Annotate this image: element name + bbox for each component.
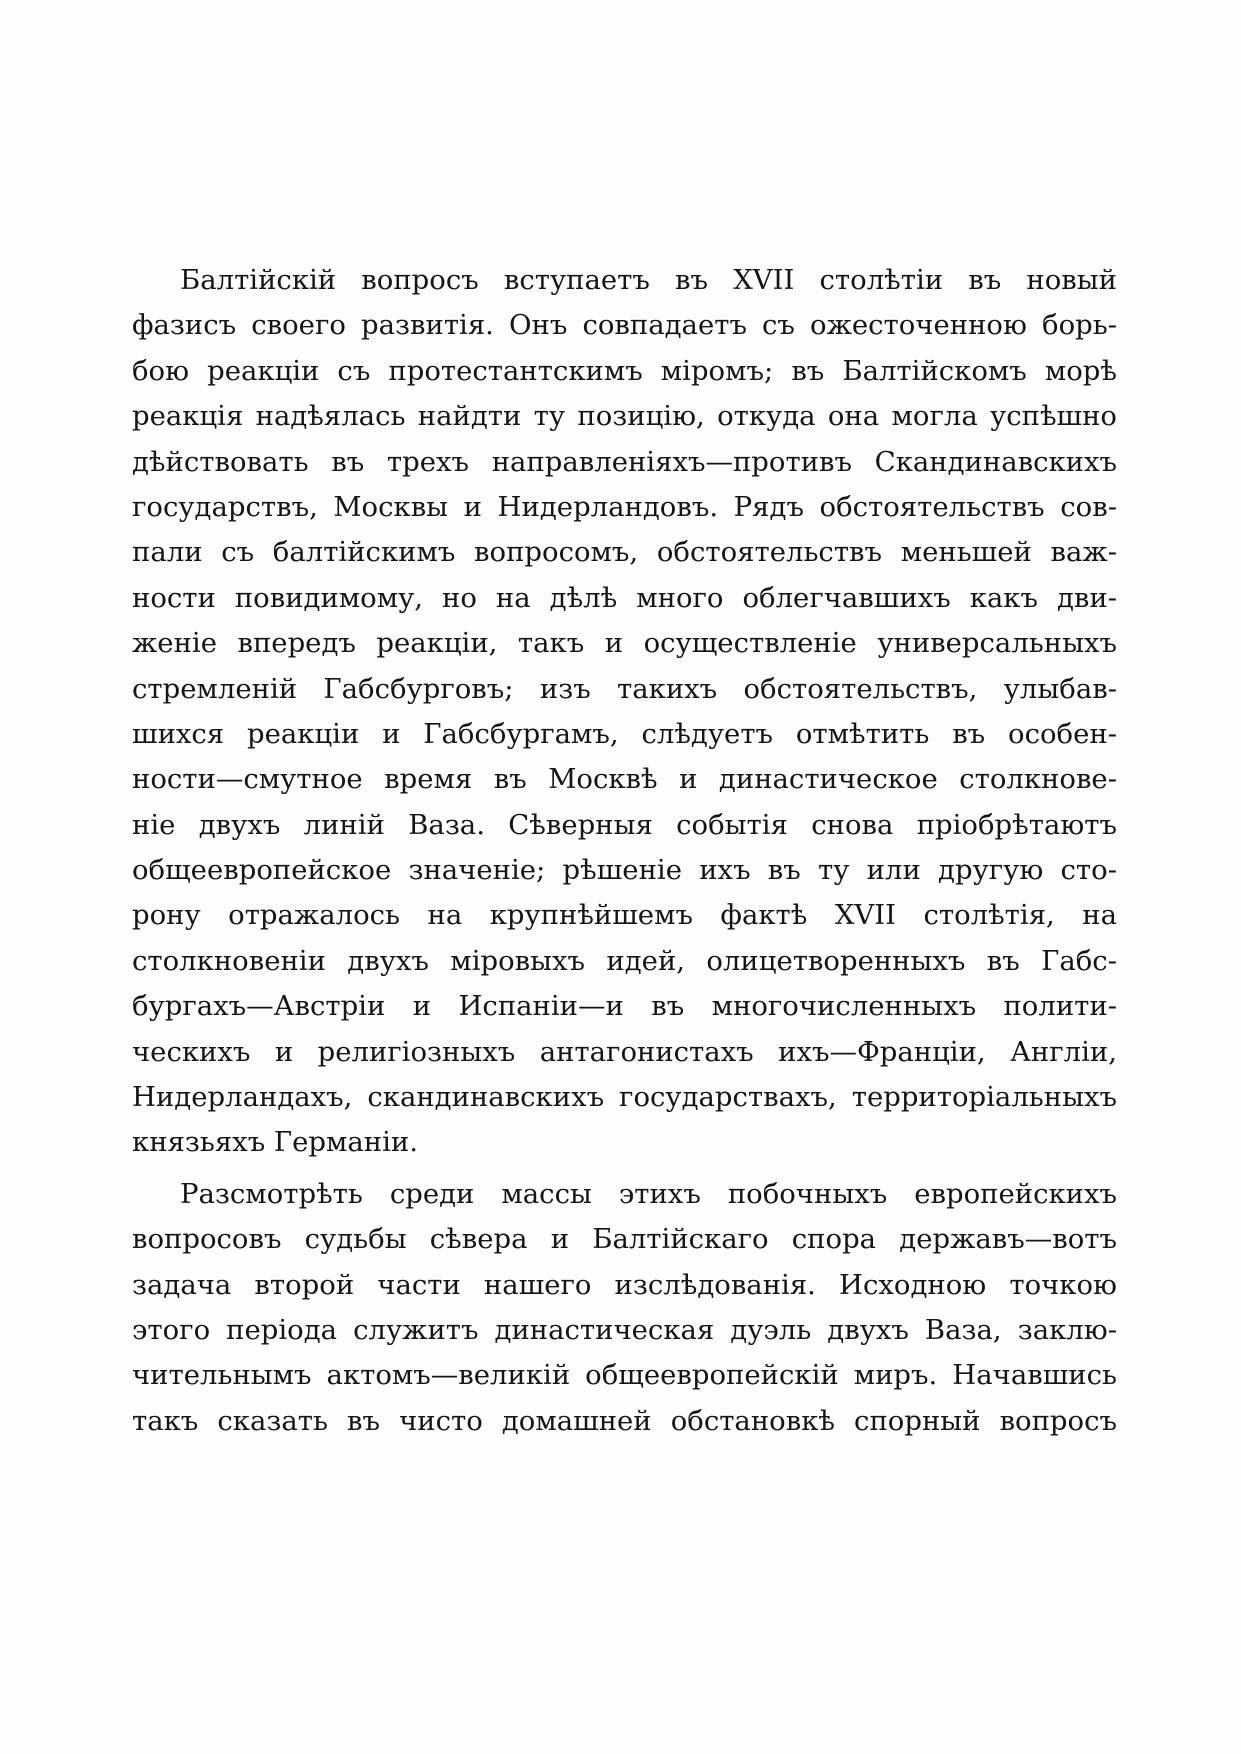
- text-line: бою реакціи съ протестантскимъ міромъ; въ Балтійскомъ морѣ: [132, 354, 1117, 387]
- text-line: государствъ, Москвы и Нидерландовъ. Рядъ обстоятельствъ сов-: [132, 490, 1117, 523]
- text-line: реакція надѣялась найдти ту позицію, откуда она могла успѣшно: [132, 400, 1117, 433]
- text-line: женіе впередъ реакціи, такъ и осуществленіе универсальныхъ: [132, 627, 1117, 660]
- text-line: ности повидимому, но на дѣлѣ много облегчавшихъ какъ дви-: [132, 581, 1117, 614]
- text-line: бургахъ—Австріи и Испаніи—и въ многочисленныхъ полити-: [132, 990, 1117, 1023]
- text-line: столкновеніи двухъ міровыхъ идей, олицетворенныхъ въ Габс-: [132, 944, 1117, 977]
- text-line: Балтійскій вопросъ вступаетъ въ XVII столѣтіи въ новый: [180, 264, 1117, 296]
- text-line: дѣйствовать въ трехъ направленіяхъ—противъ Скандинавскихъ: [132, 445, 1117, 478]
- text-line: задача второй части нашего изслѣдованія. Исходною точкою: [132, 1268, 1117, 1301]
- text-line: фазисъ своего развитія. Онъ совпадаетъ съ ожесточенною борь-: [132, 309, 1117, 342]
- text-line: ческихъ и религіозныхъ антагонистахъ ихъ—Франціи, Англіи,: [132, 1035, 1117, 1068]
- text-line: такъ сказать въ чисто домашней обстановкѣ спорный вопросъ: [132, 1404, 1117, 1437]
- paragraph-1: [132, 258, 1117, 1166]
- text-line: общеевропейское значеніе; рѣшеніе ихъ въ ту или другую сто-: [132, 854, 1117, 887]
- paragraph-2: [132, 1172, 1117, 1444]
- text-line: ніе двухъ линій Ваза. Сѣверныя событія снова пріобрѣтаютъ: [132, 808, 1117, 841]
- text-line: князьяхъ Германіи.: [132, 1126, 418, 1159]
- text-line: чительнымъ актомъ—великій общеевропейскій миръ. Начавшись: [132, 1359, 1117, 1392]
- text-line: пали съ балтійскимъ вопросомъ, обстоятельствъ меньшей важ-: [132, 536, 1117, 569]
- text-line: ности—смутное время въ Москвѣ и династическое столкнове-: [132, 763, 1117, 796]
- text-line: шихся реакціи и Габсбургамъ, слѣдуетъ отмѣтить въ особен-: [132, 717, 1117, 750]
- text-line: рону отражалось на крупнѣйшемъ фактѣ XVII столѣтія, на: [132, 899, 1117, 932]
- text-line: стремленій Габсбурговъ; изъ такихъ обстоятельствъ, улыбав-: [132, 672, 1117, 705]
- text-line: этого періода служитъ династическая дуэль двухъ Ваза, заклю-: [132, 1313, 1117, 1346]
- text-line: вопросовъ судьбы сѣвера и Балтійскаго спора державъ—вотъ: [132, 1223, 1117, 1256]
- text-line: Нидерландахъ, скандинавскихъ государствахъ, территоріальныхъ: [132, 1081, 1117, 1114]
- text-line: Разсмотрѣть среди массы этихъ побочныхъ европейскихъ: [180, 1177, 1117, 1210]
- body-text: [132, 258, 1117, 1444]
